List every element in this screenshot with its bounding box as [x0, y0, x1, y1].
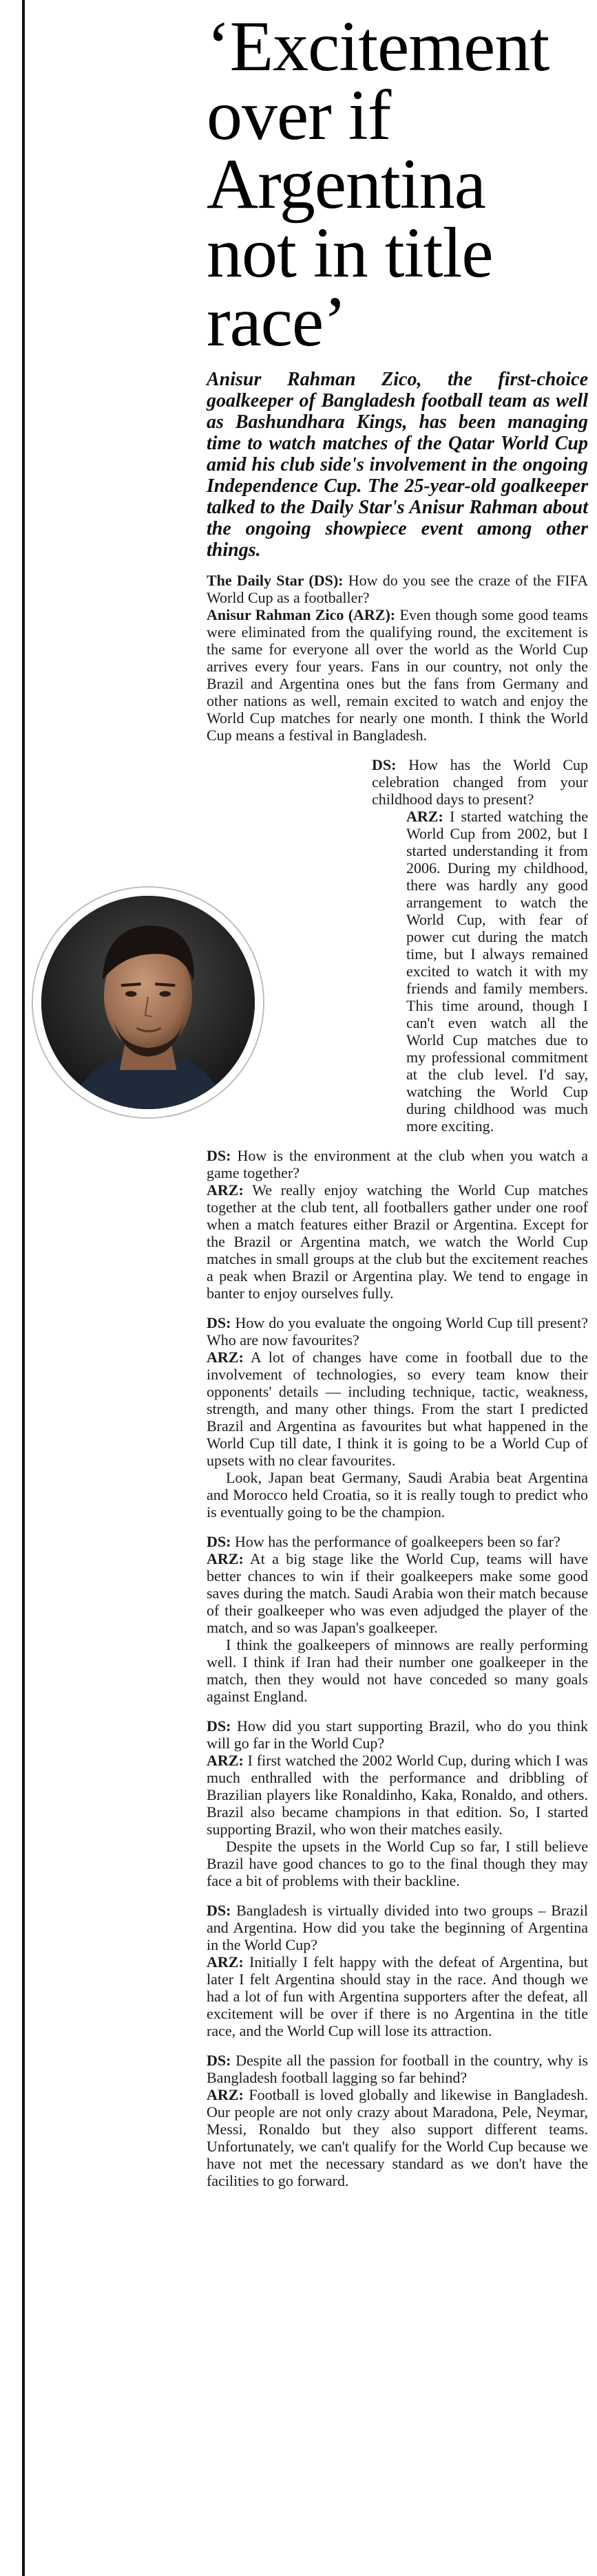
article-column	[207, 7, 588, 2202]
question-text: How has the World Cup celebration changed from your childhood days to present?	[372, 756, 588, 808]
question-paragraph	[207, 1147, 588, 1181]
answer-text: Football is loved globally and likewise in Bangladesh. Our people are not only crazy about Maradona, Pele, Neymar, Messi, Ronaldo but they also support different teams. Unfortunately, we can't qualify for the World Cup because we have not met the necessary standard as we don't have the facilities to go forward.	[207, 2086, 588, 2189]
question-speaker: DS:	[207, 1717, 231, 1735]
answer-paragraph	[207, 1349, 588, 1469]
question-text: How is the environment at the club when you watch a game together?	[207, 1147, 588, 1181]
question-speaker: The Daily Star (DS):	[207, 572, 344, 589]
answer-continuation: Look, Japan beat Germany, Saudi Arabia beat Argentina and Morocco held Croatia, so it is really tough to predict who is eventually going to be the champion.	[207, 1469, 588, 1521]
answer-text: A lot of changes have come in football due to the involvement of technologies, so every team know their opponents' details — including technique, tactic, weakness, strength, and many other things. From the start I predicted Brazil and Argentina as favourites but what happened in the World Cup till date, I think it is going to be a World Cup of upsets with no clear favourites.	[207, 1349, 588, 1469]
answer-paragraph	[406, 808, 588, 1135]
question-text: How do you see the craze of the FIFA World Cup as a footballer?	[207, 572, 588, 606]
left-column-rule	[22, 0, 25, 2576]
answer-speaker: Anisur Rahman Zico (ARZ):	[207, 606, 396, 623]
question-paragraph	[207, 1717, 588, 1752]
question-text: How has the performance of goalkeepers been so far?	[231, 1533, 561, 1550]
interview-body	[207, 572, 588, 2189]
answer-paragraph	[207, 1953, 588, 2039]
question-paragraph	[207, 1902, 588, 1953]
answer-paragraph	[207, 2086, 588, 2189]
question-speaker: DS:	[207, 1902, 231, 1919]
question-speaker: DS:	[207, 1314, 231, 1331]
question-speaker: DS:	[207, 2052, 231, 2069]
answer-text: I first watched the 2002 World Cup, during which I was much enthralled with the performance and dribbling of Brazilian players like Ronaldinho, Kaka, Ronaldo, and others. Brazil also became champions in that edition. So, I started supporting Brazil, who won their matches easily.	[207, 1752, 588, 1838]
qa-block-2	[207, 756, 588, 1135]
qa-block-1	[207, 572, 588, 744]
question-speaker: DS:	[207, 1533, 231, 1550]
article-headline: ‘Excitement over if Argentina not in title race’	[207, 7, 549, 361]
qa-block-8	[207, 2052, 588, 2189]
answer-speaker: ARZ:	[207, 1752, 244, 1769]
answer-text: Initially I felt happy with the defeat of Argentina, but later I felt Argentina should stay in the race. And though we had a lot of fun with Argentina supporters after the defeat, all excitement will be over if there is no Argentina in the title race, and the World Cup will lose its attraction.	[207, 1953, 588, 2039]
question-speaker: DS:	[207, 1147, 231, 1164]
answer-paragraph	[207, 1752, 588, 1838]
answer-speaker: ARZ:	[207, 1181, 244, 1199]
answer-continuation: Despite the upsets in the World Cup so far, I still believe Brazil have good chances to go to the final though they may face a bit of problems with their backline.	[207, 1838, 588, 1889]
answer-paragraph	[207, 1550, 588, 1636]
answer-speaker: ARZ:	[207, 2086, 244, 2103]
answer-speaker: ARZ:	[207, 1349, 244, 1366]
qa-block-6	[207, 1717, 588, 1889]
answer-text: Even though some good teams were eliminated from the qualifying round, the excitement is the same for everyone all over the world as the World Cup arrives every four years. Fans in our country, not only the Brazil and Argentina ones but the fans from Germany and other nations as well, remain excited to watch and enjoy the World Cup matches for nearly one month. I think the World Cup means a festival in Bangladesh.	[207, 606, 588, 744]
question-paragraph	[207, 1533, 588, 1550]
qa-block-4	[207, 1314, 588, 1521]
answer-paragraph	[207, 606, 588, 744]
question-text: How did you start supporting Brazil, who do you think will go far in the World Cup?	[207, 1717, 588, 1752]
answer-text: I started watching the World Cup from 2002, but I started understanding it from 2006. During my childhood, there was hardly any good arrangement to watch the World Cup, with fear of power cut during the match time, but I always remained excited to watch it with my friends and family members. This time around, though I can't even watch all the World Cup matches due to my professional commitment at the club level. I'd say, watching the World Cup during childhood was much more exciting.	[406, 808, 588, 1135]
question-paragraph	[207, 572, 588, 606]
question-text: Despite all the passion for football in the country, why is Bangladesh football lagging so far behind?	[207, 2052, 588, 2086]
answer-speaker: ARZ:	[406, 808, 443, 825]
article-standfirst: Anisur Rahman Zico, the first-choice goalkeeper of Bangladesh football team as well as Bashundhara Kings, has been managing time to watch matches of the Qatar World Cup amid his club side's involvement in the ongoing Independence Cup. The 25-year-old goalkeeper talked to the Daily Star's Anisur Rahman about the ongoing showpiece event among other things.	[207, 369, 588, 561]
qa-block-5	[207, 1533, 588, 1705]
question-text: How do you evaluate the ongoing World Cup till present? Who are now favourites?	[207, 1314, 588, 1349]
answer-text: We really enjoy watching the World Cup matches together at the club tent, all footballers gather under one roof when a match features either Brazil or Argentina. Except for the Brazil or Argentina match, we watch the World Cup matches in small groups at the club but the excitement reaches a peak when Brazil or Argentina play. We tend to engage in banter to enjoy ourselves fully.	[207, 1181, 588, 1302]
answer-speaker: ARZ:	[207, 1953, 244, 1971]
question-paragraph	[207, 1314, 588, 1349]
qa-block-7	[207, 1902, 588, 2039]
question-paragraph	[207, 2052, 588, 2086]
question-paragraph	[372, 756, 588, 808]
answer-speaker: ARZ:	[207, 1550, 244, 1567]
answer-text: At a big stage like the World Cup, teams will have better chances to win if their goalkeepers make some good saves during the match. Saudi Arabia won their match because of their goalkeeper who was even adjudged the player of the match, and so was Japan's goalkeeper.	[207, 1550, 588, 1636]
answer-continuation: I think the goalkeepers of minnows are really performing well. I think if Iran had their number one goalkeeper in the match, then they would not have conceded so many goals against England.	[207, 1636, 588, 1705]
qa-block-3	[207, 1147, 588, 1302]
answer-paragraph	[207, 1181, 588, 1302]
question-speaker: DS:	[372, 756, 397, 773]
question-text: Bangladesh is virtually divided into two groups – Brazil and Argentina. How did you take the beginning of Argentina in the World Cup?	[207, 1902, 588, 1953]
